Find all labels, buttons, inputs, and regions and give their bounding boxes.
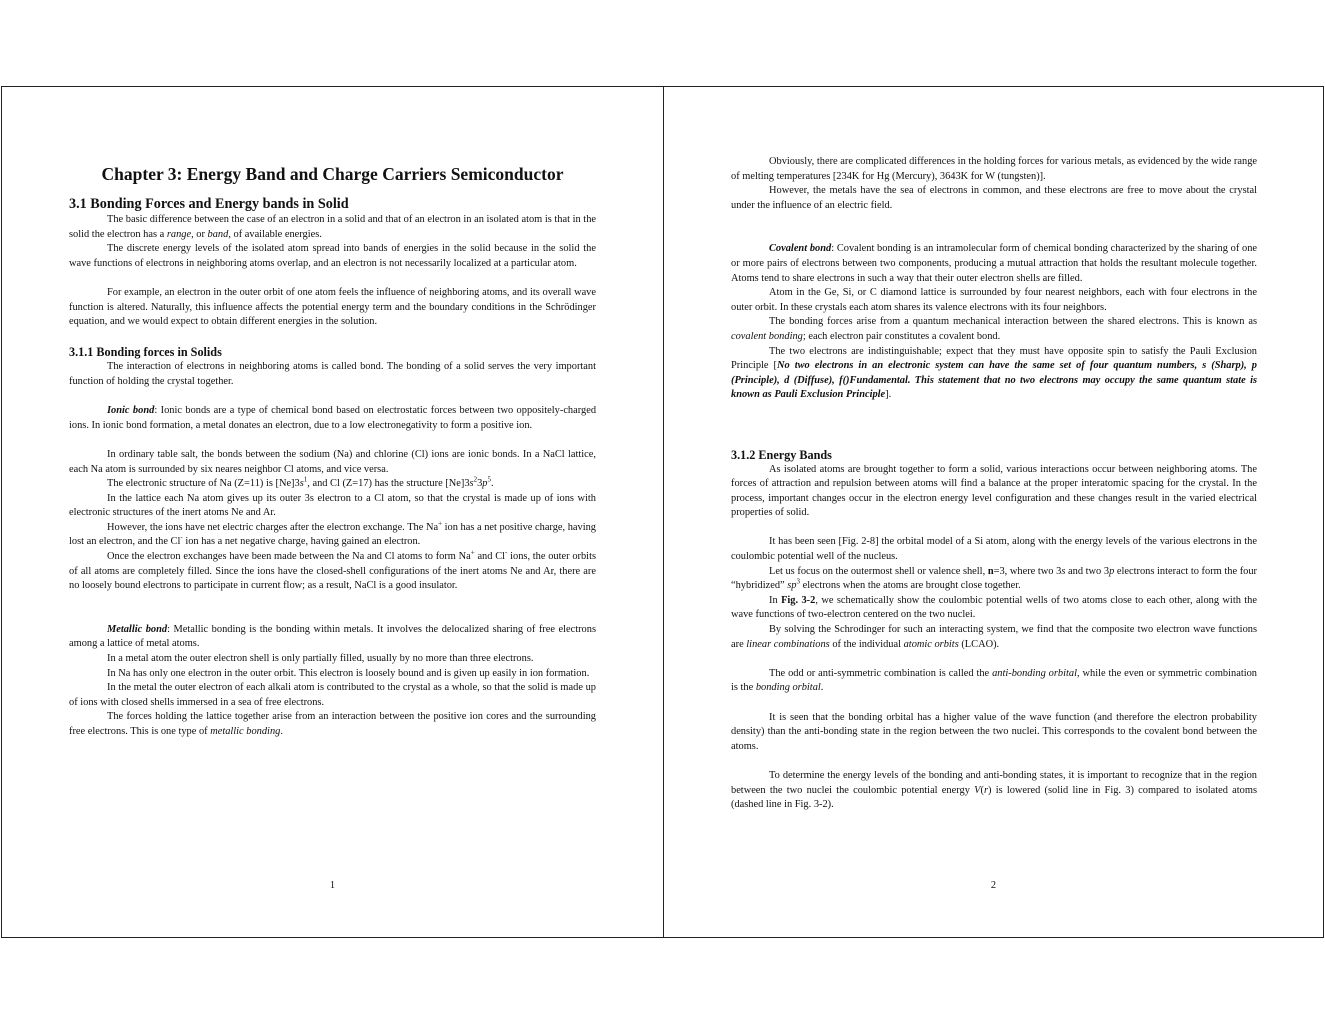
document-page-1 [1, 86, 664, 938]
ionic-bond-paragraph: Ionic bond: Ionic bonds are a type of chemical bond based on electrostatic forces between two oppositely-charged ions. In ionic bond formation, a metal donates an electron, due to a low electronegativity to form a positive ion. [69, 405, 597, 431]
metallic-bond-paragraph: Metallic bond: Metallic bonding is the bonding within metals. It involves the delocalized sharing of free electrons among a lattice of metal atoms. [69, 623, 596, 650]
paragraph: Once the electron exchanges have been made between the Na and Cl atoms to form Na+ and Cl- ions, the outer orbits of all atoms are completely filled. Since the ions have the closed-shell configurations of the inert atoms Ne and Ar, there are no loosely bound electrons to participate in current flow; as a result, NaCl is a good insulator. [69, 548, 596, 592]
paragraph: It has been seen [Fig. 2-8] the orbital model of a Si atom, along with the energy levels of the various electrons in the coulombic potential well of the nucleus. [731, 536, 1257, 563]
paragraph: Obviously, there are complicated differences in the holding forces for various metals, as evidenced by the wide range of melting temperatures [234K for Hg (Mercury), 3643K for W (tungsten)]. [731, 156, 1257, 182]
paragraph: For example, an electron in the outer orbit of one atom feels the influence of neighboring atoms, and its overall wave function is altered. Naturally, this influence affects the potential energy term and the boundary conditions in the Schrödinger equation, and we would expect to obtain different energies in the solution. [69, 286, 596, 328]
paragraph: The forces holding the lattice together arise from an interaction between the positive ion cores and the surrounding free electrons. This is one type of metallic bonding. [69, 711, 596, 737]
chapter-title: Chapter 3: Energy Band and Charge Carriers Semiconductor [101, 164, 564, 184]
paragraph: In ordinary table salt, the bonds between the sodium (Na) and chlorine (Cl) ions are ionic bonds. In a NaCl lattice, each Na atom is surrounded by six neares neighbor Cl atoms, and vice versa. [69, 448, 596, 475]
paragraph: In the metal the outer electron of each alkali atom is contributed to the crystal as a whole, so that the solid is made up of ions with closed shells immersed in a sea of free electrons. [69, 682, 596, 708]
paragraph: Atom in the Ge, Si, or C diamond lattice is surrounded by four nearest neighbors, each with four electrons in the outer orbit. In these crystals each atom shares its valence electrons with its four neighbors. [731, 287, 1257, 313]
paragraph: The electronic structure of Na (Z=11) is $[Ne]3s^1$, and Cl (Z=17) has the structure $[Ne]3s^23p^5$. [107, 475, 494, 490]
paragraph: However, the metals have the sea of electrons in common, and these electrons are free to move about the crystal under the influence of an electric field. [731, 185, 1257, 211]
page-number: 1 [329, 880, 336, 891]
paragraph: In Fig. 3-2, we schematically show the coulombic potential wells of two atoms close to each other, along with the wave functions of two-electron centered on the two nuclei. [731, 594, 1257, 621]
paragraph: By solving the Schrodinger for such an interacting system, we find that the composite two electron wave functions are linear combinations of the individual atomic orbits (LCAO). [731, 624, 1257, 650]
paragraph: The basic difference between the case of an electron in a solid and that of an electron in an isolated atom is that in the solid the electron has a range, or band, of available energies. [69, 214, 596, 240]
paragraph: It is seen that the bonding orbital has a higher value of the wave function (and therefore the electron probability density) than the anti-bonding state in the region between the two nuclei. This corresponds to the covalent bond between the atoms. [731, 711, 1257, 752]
pauli-paragraph: The two electrons are indistinguishable; expect that they must have opposite spin to satisfy the Pauli Exclusion Principle [No two electrons in an electronic system can have the same set of four quantum numbers, s (Sharp), p (Principle), d (Diffuse), f()Fundamental. This statement that no two electrons may occupy the same quantum state is known as Pauli Exclusion Principle]. [731, 345, 1257, 401]
paragraph: In the lattice each Na atom gives up its outer 3s electron to a Cl atom, so that the crystal is made up of ions with electronic structures of the inert atoms Ne and Ar. [69, 492, 596, 519]
section-3-1-1-heading: 3.1.1 Bonding forces in Solids [69, 345, 222, 360]
paragraph: However, the ions have net electric charges after the electron exchange. The Na+ ion has a net positive charge, having lost an electron, and the Cl- ion has a net negative charge, having gained an electron. [69, 519, 596, 548]
paragraph: The odd or anti-symmetric combination is called the anti-bonding orbital, while the even or symmetric combination is the bonding orbital. [731, 667, 1257, 694]
paragraph: To determine the energy levels of the bonding and anti-bonding states, it is important to recognize that in the region between the two nuclei the coulombic potential energy V(r) is lowered (solid line in Fig. 3) compared to isolated atoms (dashed line in Fig. 3-2). [731, 769, 1258, 811]
metallic-bond-term: Metallic bond [107, 623, 168, 635]
document-page-2 [663, 86, 1324, 938]
page-2-text-column [731, 155, 1257, 813]
page-1-text-column [69, 163, 596, 740]
page-number: 2 [990, 880, 997, 891]
ionic-bond-term: Ionic bond [107, 405, 155, 417]
paragraph: The interaction of electrons in neighboring atoms is called bond. The bonding of a solid serves the very important function of holding the crystal together. [69, 361, 596, 387]
paragraph: The bonding forces arise from a quantum mechanical interaction between the shared electrons. This is known as covalent bonding; each electron pair constitutes a covalent bond. [731, 316, 1257, 342]
covalent-bond-paragraph: Covalent bond: Covalent bonding is an intramolecular form of chemical bonding characterized by the sharing of one or more pairs of electrons between two components, producing a mutual attraction that holds the resultant molecule together. Atoms tend to share electrons in such a way that their outer electron shells are filled. [731, 243, 1258, 284]
paragraph: In Na has only one electron in the outer orbit. This electron is loosely bound and is given up easily in ion formation. [107, 667, 590, 679]
paragraph: Let us focus on the outermost shell or valence shell, n=3, where two 3s and two 3p electrons interact to form the four “hybridized” $sp^3$ electrons when the atoms are brought close together. [731, 565, 1258, 592]
covalent-bond-term: Covalent bond [769, 243, 832, 255]
section-3-1-2-heading: 3.1.2 Energy Bands [731, 447, 832, 462]
paragraph: The discrete energy levels of the isolated atom spread into bands of energies in the solid because in the solid the wave functions of electrons in neighboring atoms overlap, and an electron is not necessarily localized at a particular atom. [69, 243, 596, 269]
paragraph: In a metal atom the outer electron shell is only partially filled, usually by no more than three electrons. [107, 653, 534, 665]
paragraph: As isolated atoms are brought together to form a solid, various interactions occur between neighboring atoms. The forces of attraction and repulsion between atoms will find a balance at the proper interatomic spacing for the crystal. In the process, important changes occur in the electron energy level configuration and these changes result in the varied electrical properties of solid. [731, 463, 1257, 519]
section-3-1-heading: 3.1 Bonding Forces and Energy bands in Solid [69, 196, 349, 212]
